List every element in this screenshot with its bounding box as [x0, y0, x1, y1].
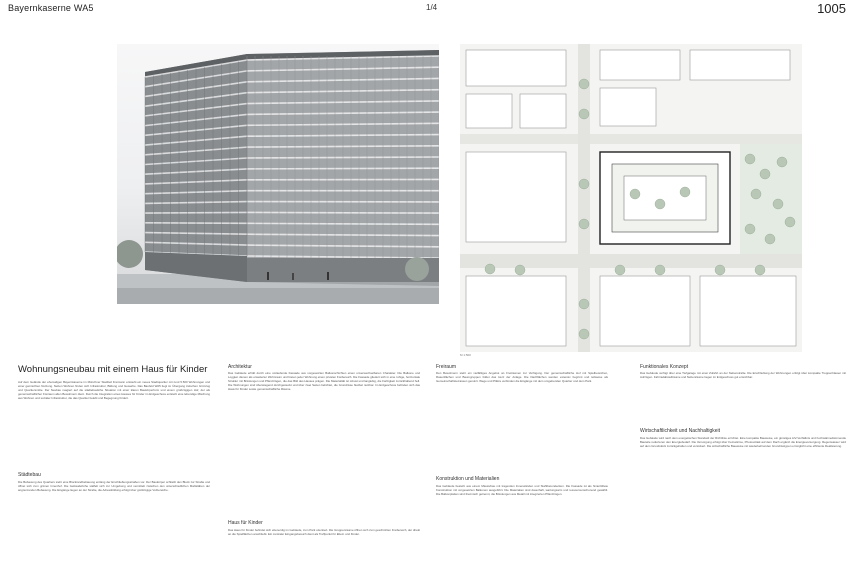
- plan-tree: [655, 199, 665, 209]
- haus-fuer-kinder-heading: Haus für Kinder: [228, 520, 263, 526]
- funktion-text: Das Gebäude verfügt über eine Tiefgarage mit einer Zufahrt an der Nebenstraße. Die Erschließung der Wohnungen erfolgt über kompakte Treppenhäuser mit Aufzügen. Fahrradabstellräume und Nebenräume liegen im Erdgeschoss gut erreichbar.: [640, 372, 846, 379]
- main-title: Wohnungsneubau mit einem Haus für Kinder: [18, 364, 208, 375]
- konstruktion-text: Das Gebäude besteht aus einem Massivbau mit tragenden Innenwänden und Stahlbetondecken. Die Fassade ist als hinterlüftete Konstruktion mit vorgesetzten Balkonen ausgeführt. Die Materialien sind dauerhaft, wartungsarm und ressourcenschonend gewählt. Die Balkonplatten sind thermisch getrennt, die Brüstungen aus Metall mit integrierten Pflanztrögen.: [436, 485, 608, 496]
- plan-tree: [785, 217, 795, 227]
- plan-tree: [751, 189, 761, 199]
- nachhaltigkeit-text: Das Gebäude wird nach dem energetischen Standard der Richtlinie errichtet. Eine kompakte Bauweise, ein günstiges A/V-Verhältnis und hochwärmedämmende Bauteile reduzieren den Energiebedarf. Die Versorgung erfolgt über Fernwärme, Photovoltaik auf dem Dach ergänzt die Energieversorgung. Regenwasser wird auf dem Grundstück zurückgehalten und versickert. Die wirtschaftliche Bauweise mit wiederkehrenden Grundrisstypen ermöglicht eine effiziente Realisierung.: [640, 437, 846, 448]
- site-plan-drawing: [460, 44, 802, 352]
- nachhaltigkeit-heading: Wirtschaftlichkeit und Nachhaltigkeit: [640, 428, 721, 434]
- freiraum-heading: Freiraum: [436, 364, 457, 370]
- plan-tree: [680, 187, 690, 197]
- plan-tree: [515, 265, 525, 275]
- intro-text: Auf dem Gelände der ehemaligen Bayernkaserne im Münchner Stadtteil Freimann entsteht ein neues Stadtquartier mit rund 5.500 Wohnungen und einer gemischten Nutzung. Neben Wohnen finden sich Infrastruktur, Bildung und Gewerbe. Das Baufeld WA5 liegt im Übergang zwischen Grünzug und Quartiersmitte. Der Neubau reagiert auf die städtebauliche Situation mit einer klaren Baukörperform und einem großzügigen Hof, der als gemeinschaftlicher Freiraum allen Bewohnern dient. Durch die Integration eines Hauses für Kinder im Erdgeschoss entsteht eine lebendige Mischung aus Wohnen und sozialer Infrastruktur, die das Quartier belebt und Begegnung fördert.: [18, 381, 210, 400]
- plan-scale-note: M 1:500: [460, 353, 471, 357]
- plan-tree: [630, 189, 640, 199]
- plan-tree: [745, 154, 755, 164]
- plan-tree: [773, 199, 783, 209]
- plan-tree: [579, 299, 589, 309]
- site-plan: [460, 44, 802, 352]
- architektur-heading: Architektur: [228, 364, 252, 370]
- plan-tree: [579, 79, 589, 89]
- freiraum-text: Den Bewohnern steht ein vielfältiges Angebot an Freiräumen zur Verfügung. Der gemeinschaftliche Hof mit Spielbereichen, Rasenflächen und Baumgruppen bildet das Herz der Anlage. Die Dachflächen werden extensiv begrünt und teilweise als Gemeinschaftsterrassen genutzt. Wege und Plätze verbinden die Eingänge mit dem umgebenden Quartier und dem Park.: [436, 372, 608, 383]
- funktion-heading: Funktionales Konzept: [640, 364, 689, 370]
- plan-tree: [579, 179, 589, 189]
- plan-tree: [765, 234, 775, 244]
- staedtebau-heading: Städtebau: [18, 472, 41, 478]
- staedtebau-text: Die Bebauung des Quartiers sieht eine Blockrandbebauung entlang der Erschließungsstraßen vor. Der Baukörper schließt den Block zur Straße und öffnet sich zum grünen Innenhof. Die Gebäudehöhe staffelt sich zur Umgebung und vermittelt zwischen den unterschiedlichen Maßstäben der angrenzenden Bebauung. Die Eingänge liegen an der Straße, die Adressbildung erfolgt über großzügige Vorbereiche.: [18, 481, 210, 492]
- building-rendering: [117, 44, 439, 304]
- architektur-text: Das Gebäude erhält durch eine umlaufende Fassade aus vorgesetzten Balkonschichten einen unverwechselbaren Charakter. Die Balkone und Loggien dienen als erweiterter Wohnraum und bieten jeder Wohnung einen privaten Freibereich. Die Fassade gliedert sich in eine ruhige, horizontale Struktur mit Brüstungen und Pflanztrögen, die das Bild des Hauses prägen. Die Materialität ist robust und langlebig, die Farbigkeit zurückhaltend hell. Die Wohnungen sind überwiegend durchgesteckt und über zwei Seiten belichtet, die Grundrisse flexibel nutzbar. Im Erdgeschoss befinden sich das Haus für Kinder sowie gemeinschaftliche Räume.: [228, 372, 420, 391]
- plan-tree: [777, 157, 787, 167]
- plan-tree: [745, 224, 755, 234]
- plan-tree: [615, 265, 625, 275]
- plan-tree: [760, 169, 770, 179]
- plan-tree: [485, 264, 495, 274]
- header-title: Bayernkaserne WA5: [8, 3, 94, 13]
- plan-tree: [755, 265, 765, 275]
- sheet-number: 1005: [817, 1, 846, 16]
- plan-tree: [655, 265, 665, 275]
- plan-tree: [579, 219, 589, 229]
- plan-tree: [715, 265, 725, 275]
- konstruktion-heading: Konstruktion und Materialien: [436, 476, 500, 482]
- page-indicator: 1/4: [426, 3, 438, 12]
- plan-tree: [579, 329, 589, 339]
- plan-tree: [579, 109, 589, 119]
- building-rendering-drawing: [117, 44, 439, 304]
- haus-fuer-kinder-text: Das Haus für Kinder befindet sich ebenerdig im Gebäude, zum Park orientiert. Die Gruppenräume öffnen sich zum geschützten Freibereich, der direkt an die Spielflächen anschließt. Ein zentraler Eingangsbereich dient als Treffpunkt für Eltern und Kinder.: [228, 529, 420, 536]
